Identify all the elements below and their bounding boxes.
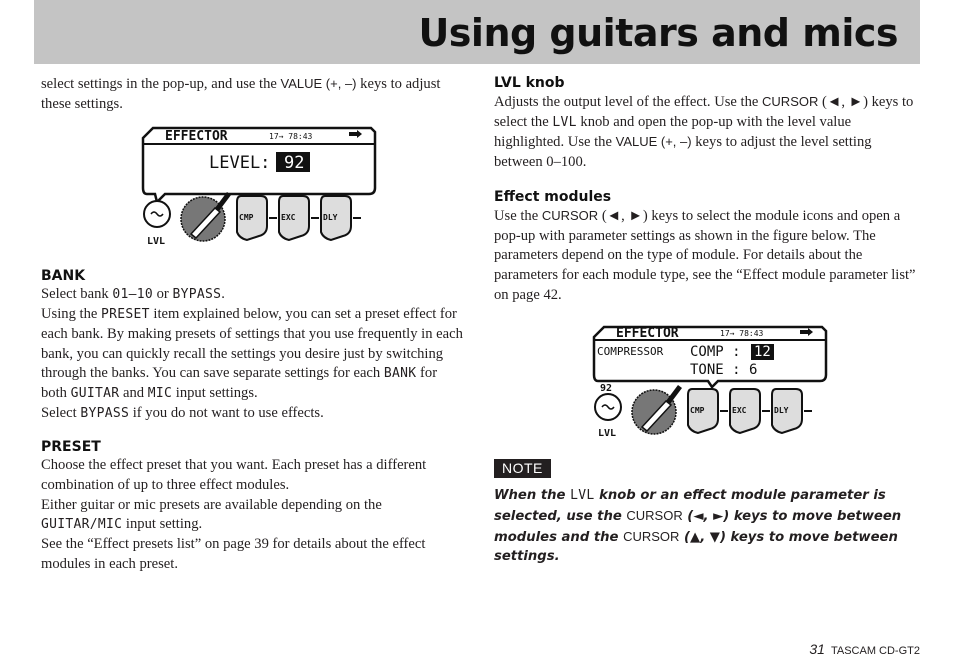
cmp-module-icon <box>688 389 718 433</box>
lvl-label: LVL <box>598 428 617 440</box>
dly-module-icon <box>321 196 351 240</box>
effect-modules-heading: Effect modules <box>494 188 612 205</box>
lcd-level-value: 92 <box>600 383 613 395</box>
lcd-module-screen <box>590 323 830 443</box>
module-label-dly: DLY <box>774 406 789 416</box>
lcd-level-screen <box>139 124 379 252</box>
cmp-module-icon <box>237 196 267 240</box>
lcd-bank-readout: 17→ 78:43 <box>720 329 764 339</box>
lcd-row1-value: 12 <box>754 344 771 361</box>
module-label-cmp: CMP <box>690 406 705 416</box>
power-icon <box>349 130 362 138</box>
note-text: When the LVL knob or an effect module parameter is selected, use the CURSOR (◄, ►) keys to move between modules and the CURSOR (▲, ▼) keys to move between settings. <box>494 488 902 565</box>
exc-module-icon <box>730 389 760 433</box>
lcd-title: EFFECTOR <box>165 129 228 145</box>
lvl-knob-paragraph: Adjusts the output level of the effect. Use the CURSOR (◄, ►) keys to select the LVL knob and open the pop-up with the level value highlighted. Use the VALUE (+, –) keys to adjust the level setting between 0–100. <box>494 94 914 171</box>
header-bar <box>34 0 920 64</box>
left-column <box>41 74 466 575</box>
right-column <box>494 74 922 567</box>
lcd-bank-readout: 17→ 78:43 <box>269 132 313 142</box>
preset-paragraph: Choose the effect preset that you want. Each preset has a different combination of up to three effect modules. Either guitar or mic presets are available depending on the GUITAR/MIC input setting. See the “Effect presets list” on page 39 for details about the effect modules in each preset. <box>41 457 427 572</box>
effect-modules-paragraph: Use the CURSOR (◄, ►) keys to select the module icons and open a pop-up with parameter settings as shown in the figure below. The parameters depend on the type of module. For details about the parameters for each module type, see the “Effect module parameter list” on page 42. <box>494 207 916 303</box>
module-label-cmp: CMP <box>239 213 254 223</box>
bank-paragraph: Select bank 01–10 or BYPASS. Using the PRESET item explained below, you can set a preset effect for each bank. By making presets of settings that you use frequently in each bank, you can quickly recall the settings you desire just by switching through the banks. You can save separate settings for each BANK for both GUITAR and MIC input settings. Select BYPASS if you do not want to use effects. <box>41 286 463 421</box>
product-name: TASCAM CD-GT2 <box>830 645 920 657</box>
guitar-icon <box>181 192 231 241</box>
page-footer <box>809 641 920 657</box>
lcd-module-name: COMPRESSOR <box>597 345 664 359</box>
exc-module-icon <box>279 196 309 240</box>
page-number: 31 <box>809 641 825 657</box>
lcd-param-value: 92 <box>284 153 305 174</box>
lcd-param-label: LEVEL: <box>209 153 271 174</box>
guitar-icon <box>632 385 682 434</box>
bank-heading: BANK <box>41 268 86 285</box>
lvl-knob-heading: LVL knob <box>494 75 565 91</box>
page-title: Using guitars and mics <box>418 11 898 55</box>
intro-paragraph: select settings in the pop-up, and use the VALUE (+, –) keys to adjust these settings. <box>41 76 441 112</box>
lcd-row1-label: COMP : <box>690 344 741 361</box>
module-label-exc: EXC <box>732 406 747 416</box>
lcd-row2: TONE : 6 <box>690 362 758 379</box>
note-badge: NOTE <box>494 459 551 478</box>
lvl-label: LVL <box>147 236 166 248</box>
lcd-title: EFFECTOR <box>616 326 679 342</box>
dly-module-icon <box>772 389 802 433</box>
module-label-exc: EXC <box>281 213 296 223</box>
power-icon <box>800 328 813 336</box>
module-label-dly: DLY <box>323 213 338 223</box>
preset-heading: PRESET <box>41 439 101 456</box>
